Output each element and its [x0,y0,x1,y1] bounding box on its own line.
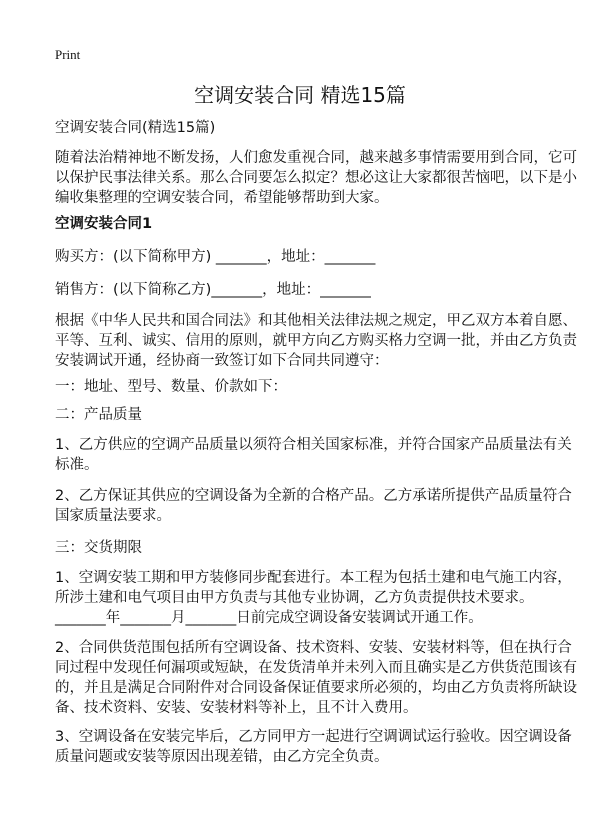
delivery-clause-1 [55,568,575,628]
line: 2、合同供货范围包括所有空调设备、技术资料、安装、安装材料等，但在执行合 [55,640,572,656]
line: 以保护民事法律关系。那么合同要怎么拟定？想必这让大家都很苦恼吧，以下是小 [55,170,577,186]
item-two: 二：产品质量 [55,407,142,423]
line: 随着法治精神地不断发扬，人们愈发重视合同，越来越多事情需要用到合同，它可 [55,150,577,166]
quality-clause-1 [55,435,575,475]
line: 质量问题或安装等原因出现差错，由乙方完全负责。 [55,749,389,765]
line: 3、空调设备在安装完毕后，乙方同甲方一起进行空调调试运行验收。因空调设备 [55,729,572,745]
line: 同过程中发现任何漏项或短缺，在发货清单并未列入而且确实是乙方供货范围该有 [55,660,577,676]
line: 编收集整理的空调安装合同，希望能够帮助到大家。 [55,190,389,206]
line: 1、乙方供应的空调产品质量以须符合相关国家标准，并符合国家产品质量法有关 [55,437,572,453]
line: 2、乙方保证其供应的空调设备为全新的合格产品。乙方承诺所提供产品质量符合 [55,488,572,504]
preamble-paragraph [55,311,575,371]
subtitle: 空调安装合同(精选15篇) [55,120,216,136]
line: 所涉土建和电气项目由甲方负责与其他专业协调，乙方负责提供技术要求。 [55,590,534,606]
line: 标准。 [55,457,99,473]
line: 1、空调安装工期和甲方装修同步配套进行。本工程为包括土建和电气施工内容， [55,570,572,586]
line: 根据《中华人民共和国合同法》和其他相关法律法规之规定，甲乙双方本着自愿、 [55,313,577,329]
line: 国家质量法要求。 [55,508,171,524]
delivery-clause-2 [55,638,575,718]
seller-line: 销售方：(以下简称乙方)_______，地址：_______ [55,282,371,298]
print-link[interactable]: Print [55,47,81,62]
line: 安装调试开通，经协商一致签订如下合同共同遵守： [55,353,389,369]
page-title: 空调安装合同 精选15篇 [194,83,406,107]
buyer-line: 购买方：(以下简称甲方) _______，地址：_______ [55,249,376,265]
line: _______年_______月_______日前完成空调设备安装调试开通工作。 [55,610,483,626]
quality-clause-2 [55,486,575,526]
intro-paragraph [55,148,575,208]
delivery-clause-3 [55,727,575,767]
line: 备、技术资料、安装、安装材料等补上，且不计入费用。 [55,700,418,716]
item-three: 三：交货期限 [55,540,142,556]
line: 平等、互利、诚实、信用的原则，就甲方向乙方购买格力空调一批，并由乙方负责 [55,333,577,349]
item-one: 一：地址、型号、数量、价款如下： [55,379,287,395]
section-heading: 空调安装合同1 [55,216,153,232]
line: 的，并且是满足合同附件对合同设备保证值要求所必须的，均由乙方负责将所缺设 [55,680,577,696]
